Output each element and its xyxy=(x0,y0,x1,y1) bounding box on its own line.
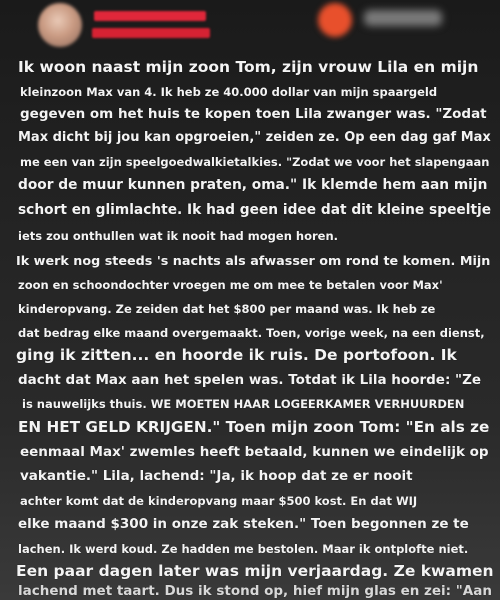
story-line: lachend met taart. Dus ik stond op, hief mijn glas en zei: "Aan xyxy=(18,583,492,599)
story-line: achter komt dat de kinderopvang maar $500 kost. En dat WIJ xyxy=(20,494,418,508)
story-line: Max dicht bij jou kan opgroeien," zeiden ze. Op een dag gaf Max xyxy=(18,130,491,145)
story-line: Ik werk nog steeds 's nachts als afwasser om rond te komen. Mijn xyxy=(16,254,491,269)
story-line: gegeven om het huis te kopen toen Lila zwanger was. "Zodat xyxy=(20,106,487,122)
story-line: Ik woon naast mijn zoon Tom, zijn vrouw Lila en mijn xyxy=(18,58,479,76)
story-line: dat bedrag elke maand overgemaakt. Toen, vorige week, na een dienst, xyxy=(18,326,485,340)
story-line: door de muur kunnen praten, oma." Ik klemde hem aan mijn xyxy=(18,177,488,193)
story-line: elke maand $300 in onze zak steken." Toen begonnen ze te xyxy=(18,516,469,532)
story-line: dacht dat Max aan het spelen was. Totdat ik Lila hoorde: "Ze xyxy=(18,372,482,388)
story-line: zoon en schoondochter vroegen me om mee te betalen voor Max' xyxy=(18,278,443,292)
story-line: EN HET GELD KRIJGEN." Toen mijn zoon Tom: "En als ze xyxy=(18,418,490,436)
story-line: lachen. Ik werd koud. Ze hadden me bestolen. Maar ik ontplofte niet. xyxy=(18,542,469,556)
story-line: schort en glimlachte. Ik had geen idee dat dit kleine speeltje xyxy=(18,202,492,218)
story-line: Een paar dagen later was mijn verjaardag. Ze kwamen xyxy=(16,562,494,580)
story-line: ging ik zitten... en hoorde ik ruis. De portofoon. Ik xyxy=(16,346,457,364)
story-line: me een van zijn speelgoedwalkietalkies. "Zodat we voor het slapengaan xyxy=(20,155,490,169)
story-line: iets zou onthullen wat ik nooit had mogen horen. xyxy=(18,229,339,243)
story-line: kinderopvang. Ze zeiden dat het $800 per maand was. Ik heb ze xyxy=(18,302,436,316)
story-line: vakantie." Lila, lachend: "Ja, ik hoop dat ze er nooit xyxy=(20,468,413,484)
story-line: eenmaal Max' zwemles heeft betaald, kunnen we eindelijk op xyxy=(20,444,489,460)
story-line: is nauwelijks thuis. WE MOETEN HAAR LOGEERKAMER VERHUURDEN xyxy=(22,397,465,411)
story-line: kleinzoon Max van 4. Ik heb ze 40.000 dollar van mijn spaargeld xyxy=(20,85,438,99)
